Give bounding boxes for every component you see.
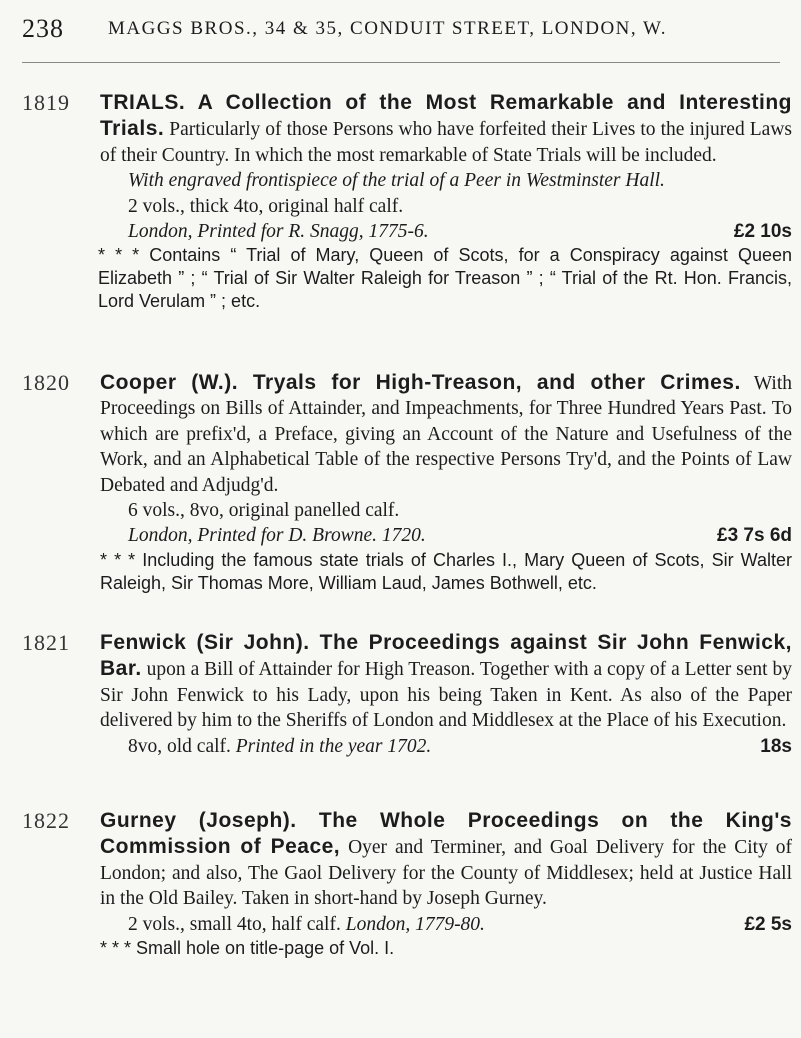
lot-number: 1820	[22, 370, 70, 395]
entry-binding: 6 vols., 8vo, original panelled calf.	[128, 500, 400, 522]
entry-text: With Proceedings on Bills of Attainder, and Impeachments, for Three Hundred Years Past. To which are prefix'd, a Preface, giving an Account of the Nature and Usefulness of the Work, and an Alphabetical Table of the respective Persons Try'd, and the Points of Law Debated and Adjudg'd.	[100, 373, 792, 496]
entry-note: * * * Contains “ Trial of Mary, Queen of Scots, for a Conspiracy against Queen Elizabeth ” ; “ Trial of Sir Walter Raleigh for Treason ” ; “ Trial of the Rt. Hon. Francis, Lord Verulam ” ; etc.	[98, 245, 792, 312]
entry-text: upon a Bill of Attainder for High Treason. Together with a copy of a Letter sent by Sir John Fenwick to his Lady, upon his being Taken in Kent. As also of the Paper delivered by him to the Sheriffs of London and Middlesex at the Place of his Execution.	[100, 659, 792, 732]
imprint-line	[100, 523, 792, 548]
lot-number: 1821	[22, 630, 70, 655]
entry-note: * * * Small hole on title-page of Vol. I.	[100, 938, 395, 959]
entry-binding: 8vo, old calf.	[128, 735, 231, 757]
entry-heading: TRIALS. A Collection of the Most Remarkable and Interesting Trials.	[100, 91, 792, 141]
entry-text: Particularly of those Persons who have forfeited their Lives to the injured Laws of their Country. In which the most remarkable of State Trials will be included.	[100, 119, 792, 166]
entry-note: * * * Including the famous state trials of Charles I., Mary Queen of Scots, Sir Walter Raleigh, Sir Thomas More, William Laud, James Bothwell, etc.	[100, 549, 792, 593]
entry-heading: Fenwick (Sir John). The Proceedings against Sir John Fenwick, Bar.	[100, 631, 792, 681]
entry-imprint: London, 1779-80.	[345, 913, 485, 935]
entry-imprint: London, Printed for D. Browne. 1720.	[128, 525, 426, 547]
running-head: MAGGS BROS., 34 & 35, CONDUIT STREET, LONDON, W.	[108, 18, 667, 39]
entry-binding: 2 vols., small 4to, half calf.	[128, 913, 341, 935]
catalogue-entry	[22, 90, 792, 313]
entry-imprint: Printed in the year 1702.	[235, 735, 432, 757]
entry-price: £2 5s	[744, 913, 792, 935]
page-number: 238	[22, 14, 64, 43]
imprint-line	[100, 734, 792, 759]
entry-imprint: London, Printed for R. Snagg, 1775-6.	[128, 221, 429, 243]
lot-number: 1822	[22, 808, 70, 833]
catalogue-entry	[22, 808, 792, 960]
entry-heading: Cooper (W.). Tryals for High-Treason, and other Crimes.	[100, 371, 741, 394]
entry-text: Oyer and Terminer, and Goal Delivery for the City of London; and also, The Gaol Delivery for the County of Middlesex; held at Justice Hall in the Old Bailey. Taken in short-hand by Joseph Gurney.	[100, 837, 792, 910]
catalogue-entry	[22, 370, 792, 595]
entry-price: £3 7s 6d	[717, 525, 792, 547]
entry-detail: With engraved frontispiece of the trial of a Peer in Westminster Hall.	[128, 170, 665, 192]
imprint-line	[100, 912, 792, 937]
catalogue-entry	[22, 630, 792, 759]
entry-binding: 2 vols., thick 4to, original half calf.	[128, 195, 404, 217]
header-rule	[22, 62, 780, 63]
lot-number: 1819	[22, 90, 70, 115]
entry-price: 18s	[760, 735, 792, 757]
imprint-line	[100, 219, 792, 244]
entry-heading: Gurney (Joseph). The Whole Proceedings on the King's Commission of Peace,	[100, 809, 792, 859]
entry-price: £2 10s	[733, 221, 792, 243]
